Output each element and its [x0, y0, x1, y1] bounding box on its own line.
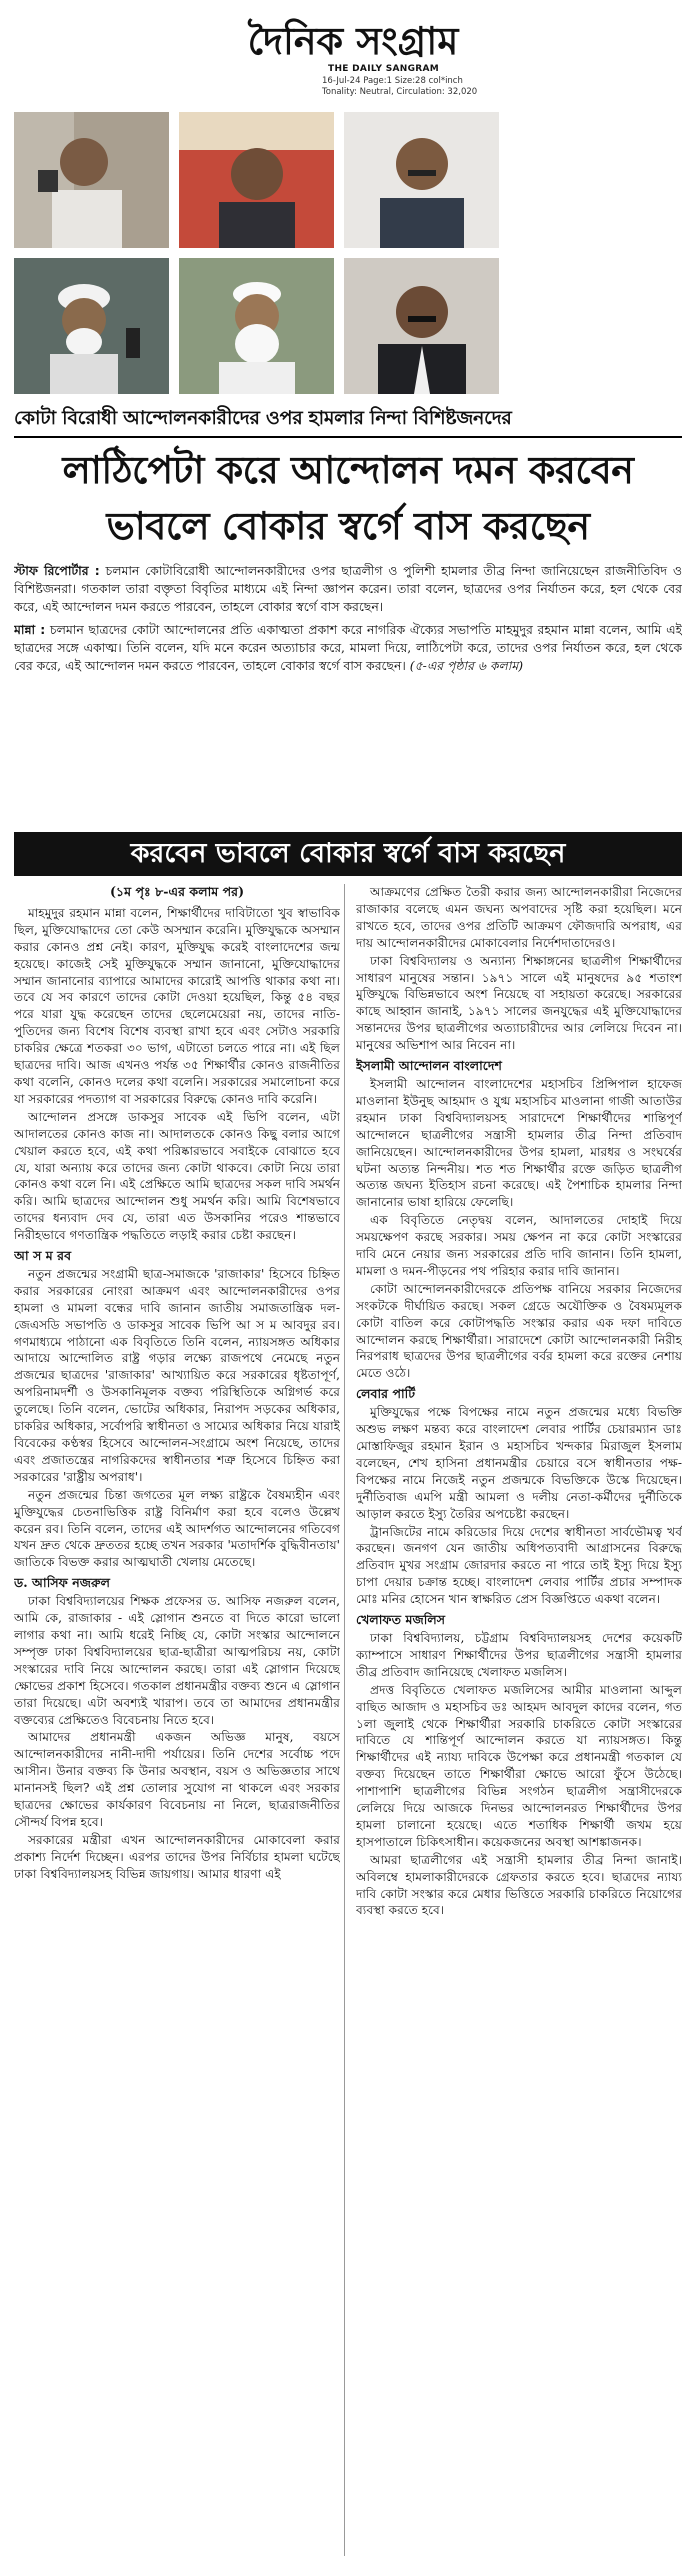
body-paragraph: প্রদত্ত বিবৃতিতে খেলাফত মজলিসের আমীর মাওলানা আব্দুল বাছিত আজাদ ও মহাসচিব ডঃ আহমদ আবদুল কাদের বলেন, গত ১লা জুলাই থেকে শিক্ষার্থীরা সরকারি চাকরিতে কোটা সংস্কারের দাবিতে যে শান্তিপূর্ণ আন্দোলন করতে যা ন্যায়সঙ্গত। কিন্তু শিক্ষার্থীদের এই ন্যায্য দাবিকে উপেক্ষা করে প্রধানমন্ত্রী গতকাল যে বক্তব্য দিয়েছেন তাতে শিক্ষার্থীরা ক্ষোভে আরো ফুঁসে উঠেছে। পাশাপাশি ছাত্রলীগের বিভিন্ন সংগঠন ছাত্রলীগ সন্ত্রাসীদেরকে লেলিয়ে দিয়ে আজকে দিনভর আন্দোলনরত শিক্ষার্থীদের উপর হামলা চালানো হয়েছে। এতে শতাধিক শিক্ষার্থী জখম হয়ে হাসপাতালে চিকিৎসাধীন। কয়েকজনের অবস্থা আশঙ্কাজনক।	[356, 1682, 682, 1849]
lead-paragraph-2: চলমান ছাত্রদের কোটা আন্দোলনের প্রতি একাত্মতা প্রকাশ করে নাগরিক ঐক্যের সভাপতি মাহমুদুর রহমান মান্না বলেন, আমি এই ছাত্রদের সঙ্গে একাত্ম। তিনি বলেন, যদি মনে করেন অত্যাচার করে, মামলা দিয়ে, লাঠিপেটা করে, তাদের ওপর নির্যাতন করে, হল থেকে বের করে, এই আন্দোলন দমন করতে পারবেন, তাহলে বোকার স্বর্গে বাস করছেন।	[14, 621, 682, 674]
portrait-photo-6	[344, 258, 499, 394]
portrait-photo-3	[344, 112, 499, 248]
tonality-line: Tonality: Neutral, Circulation: 32,020	[322, 87, 478, 97]
left-column	[14, 884, 340, 2556]
portrait-photo-5	[179, 258, 334, 394]
section-subheading: আ স ম রব	[14, 1248, 72, 1264]
body-paragraph: আমাদের প্রধানমন্ত্রী একজন অভিজ্ঞ মানুষ, বয়সে আন্দোলনকারীদের নানী-দাদী পর্যায়ের। তিনি দেশের সর্বোচ্চ পদে আসীন। উনার বক্তব্য কি উনার অবস্থান, বয়স ও অভিজ্ঞতার সাথে মানানসই ছিল? এই প্রশ্ন তোলার সুযোগ না থাকলে এবং সরকার ছাত্রদের ক্ষোভের কার্যকারণ বিবেচনায় না নিলে, ছাত্ররাজনীতির সৌন্দর্য বিপন্ন হবে।	[14, 1730, 340, 1829]
body-paragraph: ঢাকা বিশ্ববিদ্যালয়ের শিক্ষক প্রফেসর ড. আসিফ নজরুল বলেন, আমি কে, রাজাকার - এই স্লোগান শুনতে বা দিতে কারো ভালো লাগার কথা না। আমি ধরেই নিচ্ছি যে, কোটা সংস্কার আন্দোলনে সম্পৃক্ত ঢাকা বিশ্ববিদ্যালয়ের ছাত্র-ছাত্রীরা আত্মপরিচয় নয়, কোটা সংস্কারের দাবি নিয়ে আন্দোলন করছে। তারা এই স্লোগান দিয়েছে ক্ষোভের প্রকাশ হিসেবে। গতকাল প্রধানমন্ত্রীর বক্তব্য শুনে এ স্লোগান তারা দিয়েছে। এটা অবশ্যই খারাপ। তবে তা আমাদের প্রধানমন্ত্রীর বক্তব্যের প্রেক্ষিতেও বিবেচনায় নিতে হবে।	[14, 1594, 340, 1727]
body-paragraph: ঢাকা বিশ্ববিদ্যালয়, চট্টগ্রাম বিশ্ববিদ্যালয়সহ দেশের কয়েকটি ক্যাম্পাসে সাধারণ শিক্ষার্থীদের উপর ছাত্রলীগের সন্ত্রাসী হামলার তীব্র প্রতিবাদ জানিয়েছে খেলাফত মজলিস।	[356, 1630, 682, 1679]
english-name: THE DAILY SANGRAM	[328, 64, 440, 74]
body-paragraph: কোটা আন্দোলনকারীদেরকে প্রতিপক্ষ বানিয়ে সরকার নিজেদের সংকটকে দীর্ঘায়িত করছে। সকল গ্রেডে অযৌক্তিক ও বৈষম্যমূলক কোটা বাতিল করে কোটাপদ্ধতি সংস্কার করার এক দফা দাবিতে আন্দোলন করছে শিক্ষার্থীরা। সারাদেশে কোটা আন্দোলনকারী নিরীহ নিরপরাধ ছাত্রদের উপর ছাত্রলীগের বর্বর হামলা করে রক্তের নেশায় মেতে ওঠে।	[356, 1281, 682, 1381]
body-paragraph: মাহমুদুর রহমান মান্না বলেন, শিক্ষার্থীদের দাবিটাতো খুব স্বাভাবিক ছিল, মুক্তিযোদ্ধাদের তো কেউ অসম্মান করেনি। মুক্তিযুদ্ধকে অসম্মান করার কোনও প্রশ্ন নেই। কারণ, মুক্তিযুদ্ধ করেই বাংলাদেশের জন্ম হয়েছে। কাজেই সেই মুক্তিযুদ্ধকে সম্মান জানানো, মুক্তিযোদ্ধাদের সম্মান জানানোর ব্যাপারে আমাদের কারোই আপত্তি থাকার কথা না। তবে যে সব কারণে তাদের কোটা দেওয়া হয়েছিল, কিন্তু ৫৪ বছর পরে যারা যুদ্ধ করেছেন তাদের ছেলেমেয়েরা নয়, তাদের নাতি-পুতিদের জন্য বিশেষ বিশেষ ব্যবস্থা রাখা হবে এবং সেটাও সরকারি চাকরির ক্ষেত্রে শতকরা ৩০ ভাগ, এটাতো চলতে পারে না। এই ছিল ছাত্রদের দাবি। আজ এখনও পর্যন্ত ৩৫ শিক্ষার্থীর কোনও রাজনীতির কথা বলেনি, কোনও দলের কথা বলেনি। সরকারের সমালোচনা করে যা সরকারের পদত্যাগ বা সরকারের বিরুদ্ধে কোনও দাবি করেনি।	[14, 905, 340, 1106]
body-paragraph: নতুন প্রজন্মের সংগ্রামী ছাত্র-সমাজকে 'রাজাকার' হিসেবে চিহ্নিত করার সরকারের নোংরা আক্রমণ এবং আন্দোলনকারীদের ওপর হামলা ও মামলা বন্ধের দাবি জানান জাতীয় সমাজতান্ত্রিক দল-জেএসডি সভাপতি ও ডাকসুর সাবেক ভিপি আ স ম আবদুর রব। গণমাধ্যমে পাঠানো এক বিবৃতিতে তিনি বলেন, ন্যায়সঙ্গত অধিকার আদায়ে আন্দোলিত রাষ্ট্র গড়ার লক্ষ্যে রাজপথে নেমেছে নতুন প্রজন্মের ছাত্রদের 'রাজাকার' আখ্যায়িত করে সরকারের ধৃষ্টতাপূর্ণ, অপরিনামদর্শী ও উসকানিমূলক বক্তব্য পরিস্থিতিকে অগ্নিগর্ভ করে তুলেছে। তিনি বলেন, ভোটের অধিকার, নিরাপদ সড়কের অধিকার, চাকরির অধিকার, সর্বোপরি স্বাধীনতা ও সাম্যের অধিকার নিয়ে যারাই বিবেকের কণ্ঠস্বর হিসেবে আন্দোলন-সংগ্রামে অংশ নিয়েছে, তাদের এবং প্রজাতন্ত্রের নাগরিকদের স্বাধীনতার শত্রু হিসেবে চিহ্নিত করা সরকারের 'রাষ্ট্রীয় অপরাধ'।	[14, 1266, 340, 1484]
kicker-text: কোটা বিরোধী আন্দোলনকারীদের ওপর হামলার নিন্দা বিশিষ্টজনদের	[14, 407, 512, 429]
body-paragraph: আমরা ছাত্রলীগের এই সন্ত্রাসী হামলার তীব্র নিন্দা জানাই। অবিলম্বে হামলাকারীদেরকে গ্রেফতার করতে হবে। ছাত্রদের ন্যায্য দাবি কোটা সংস্কার করে মেধার ভিত্তিতে সরকারি চাকরিতে নিয়োগের ব্যবস্থা করতে হবে।	[356, 1852, 682, 1918]
section-subheading: ইসলামী আন্দোলন বাংলাদেশ	[356, 1058, 502, 1074]
person-photo-icon	[14, 258, 169, 394]
right-column	[356, 884, 682, 2556]
person-photo-icon	[344, 258, 499, 394]
lead-section	[14, 562, 682, 812]
main-headline	[14, 442, 682, 554]
body-paragraph: মুক্তিযুদ্ধের পক্ষে বিপক্ষের নামে নতুন প্রজন্মের মধ্যে বিভক্তি অশুভ লক্ষণ মন্তব্য করে বাংলাদেশ লেবার পার্টির চেয়ারম্যান ডাঃ মোস্তাফিজুর রহমান ইরান ও মহাসচিব খন্দকার মিরাজুল ইসলাম বলেছেন, শেখ হাসিনা প্রধানমন্ত্রীর চেয়ারে বসে স্বাধীনতার পক্ষ-বিপক্ষের নামে নিজেই নতুন প্রজন্মকে বিভক্তিকে উস্কে দিয়েছেন। দুর্নীতিবাজ এমপি মন্ত্রী আমলা ও দলীয় নেতা-কর্মীদের দুর্নীতিকে আড়াল করতে ইস্যু তৈরির অপচেষ্টা করছেন।	[356, 1405, 682, 1521]
section-subheading: খেলাফত মজলিস	[356, 1612, 446, 1628]
clipping-meta	[322, 76, 477, 98]
body-paragraph: এক বিবৃতিতে নেতৃদ্বয় বলেন, আদালতের দোহাই দিয়ে সময়ক্ষেপণ করছে সরকার। সময় ক্ষেপন না করে কোটা সংস্কারের দাবি মেনে নেয়ার জন্য সরকারের প্রতি দাবি জানান। তিনি হামলা, মামলা ও দমন-পীড়নের পথ পরিহার করার দাবি জানান।	[356, 1213, 682, 1278]
newspaper-logo	[238, 12, 468, 64]
article-columns	[14, 884, 682, 2556]
edition-line: 16-Jul-24 Page:1 Size:28 col*inch	[322, 76, 463, 86]
body-paragraph: আক্রমণের প্রেক্ষিত তৈরী করার জন্য আন্দোলনকারীরা নিজেদের রাজাকার বলেছে এমন জঘন্য অপবাদের সৃষ্টি করা হয়েছিল। মনে রাখতে হবে, তাদের ওপর প্রতিটি আক্রমণ ফৌজদারি অপরাধ, এর দায় আন্দোলনকারীদের মোকাবেলার নির্দেশদাতাদেরও।	[356, 885, 682, 950]
person-photo-icon	[344, 112, 499, 248]
body-paragraph: নতুন প্রজন্মের চিন্তা জগতের মূল লক্ষ্য রাষ্ট্রকে বৈষম্যহীন এবং মুক্তিযুদ্ধের চেতনাভিত্তিক রাষ্ট্র বিনির্মাণ করা হবে বলেও উল্লেখ করেন রব। তিনি বলেন, তাদের এই আদর্শগত আন্দোলনের গতিবেগ যখন দ্রুত থেকে দ্রুততর হচ্ছে তখন সরকার 'মতাদর্শিক বুদ্ধিবীনতায়' জাতিকে বিভক্ত করার আত্মঘাতী খেলায় মেতেছে।	[14, 1487, 340, 1570]
photo-grid	[14, 112, 500, 394]
portrait-photo-4	[14, 258, 169, 394]
jump-reference: (৫-এর পৃষ্ঠার ৬ কলাম)	[409, 658, 524, 674]
lead-paragraph-1: চলমান কোটাবিরোধী আন্দোলনকারীদের ওপর ছাত্রলীগ ও পুলিশী হামলার তীব্র নিন্দা জানিয়েছেন রাজনীতিবিদ ও বিশিষ্টজনরা। গতকাল তারা বক্তৃতা বিবৃতির মাধ্যমে এই নিন্দা জ্ঞাপন করেন। তারা বলেন, ছাত্রদের ওপর নির্যাতন করে, হল থেকে বের করে, এই আন্দোলন দমন করতে পারবেন, তাহলে বোকার স্বর্গে বাস করছেন।	[14, 563, 682, 615]
section-subheading: ড. আসিফ নজরুল	[14, 1575, 111, 1591]
body-paragraph: ইসলামী আন্দোলন বাংলাদেশের মহাসচিব প্রিন্সিপাল হাফেজ মাওলানা ইউনুছ আহমাদ ও যুগ্ম মহাসচিব মাওলানা গাজী আতাউর রহমান ঢাকা বিশ্ববিদ্যালয়সহ সারাদেশে শিক্ষার্থীদের শান্তিপূর্ণ আন্দোলনে ছাত্রলীগের সন্ত্রাসী হামলার তীব্র নিন্দা প্রতিবাদ জানিয়েছেন। আন্দোলনকারীদের উপর হামলা, মারধর ও সংঘর্ষের ঘটনা অত্যন্ত নিন্দনীয়। শত শত শিক্ষার্থীর রক্তে জড়িত ছাত্রলীগ অত্যন্ত জঘন্য ইতিহাস রচনা করেছে। এই পৈশাচিক হামলার নিন্দা জানানোর ভাষা হারিয়ে ফেলেছি।	[356, 1076, 682, 1210]
person-photo-icon	[14, 112, 169, 248]
logo-wordmark-icon	[238, 12, 468, 64]
headline-line-1: লাঠিপেটা করে আন্দোলন দমন করবেন	[62, 447, 634, 492]
body-paragraph: সরকারের মন্ত্রীরা এখন আন্দোলনকারীদের মোকাবেলা করার প্রকাশ্য নির্দেশ দিচ্ছেন। এরপর তাদের উপর নির্বিচার হামলা ঘটেছে ঢাকা বিশ্ববিদ্যালয়সহ বিভিন্ন জায়গায়। আমার ধারণা এই	[14, 1832, 340, 1881]
continuation-banner: করবেন ভাবলে বোকার স্বর্গে বাস করছেন	[14, 832, 682, 876]
lead-subsection	[14, 621, 682, 676]
body-paragraph: ঢাকা বিশ্ববিদ্যালয় ও অন্যান্য শিক্ষাঙ্গনের ছাত্রলীগ শিক্ষার্থীদের সাধারণ মানুষের সন্তান। ১৯৭১ সালে এই মানুষদের ৯৫ শতাংশ মুক্তিযুদ্ধে বিভিন্নভাবে অংশ নিয়েছে বা সহায়তা করেছে। সরকারের কাছে আহ্বান জানাই, ১৯৭১ সালের জনযুদ্ধের এই মুক্তিযোদ্ধাদের সন্তানদের উপর ছাত্রলীগের অত্যাচারীদের আর লেলিয়ে দিবেন না। মানুষের অভিশাপ আর নিবেন না।	[356, 953, 682, 1053]
kicker-headline	[14, 404, 682, 438]
masthead	[0, 0, 698, 112]
headline-line-2: ভাবলে বোকার স্বর্গে বাস করছেন	[106, 503, 590, 548]
portrait-photo-2	[179, 112, 334, 248]
portrait-photo-1	[14, 112, 169, 248]
lead-subheading: মান্না :	[14, 621, 46, 637]
person-photo-icon	[179, 112, 334, 248]
continued-from: (১ম পৃঃ ৮-এর কলাম পর)	[109, 884, 245, 899]
section-subheading: লেবার পার্টি	[356, 1386, 416, 1402]
byline: স্টাফ রিপোর্টার :	[14, 563, 100, 578]
svg-text:দৈনিক সংগ্রাম: দৈনিক সংগ্রাম	[247, 18, 459, 63]
column-divider	[344, 884, 345, 2556]
body-paragraph: আন্দোলন প্রসঙ্গে ডাকসুর সাবেক এই ভিপি বলেন, এটা আদালতের কোনও কাজ না। আদালতকে কোনও কিছু বলার আগে খেয়াল করতে হবে, এই কথা পরিষ্কারভাবে সবাইকে বোঝাতে হবে যে, যারা অন্যায় করে তাদের জন্য কোটা থাকবে। কোটা নিয়ে তারা কোনও কথা বলে নি। এই প্রেক্ষিতে আমি ছাত্রদের সকল দাবি সমর্থন করি। আমি ছাত্রদের আন্দোলন শুধু সমর্থন করি। আমি বিশেষভাবে তাদের ধন্যবাদ দেব যে, তারা এত উসকানির পরেও শান্তভাবে নিরীহভাবে গণতান্ত্রিক পদ্ধতিতে লড়াই করার চেষ্টা করছেন।	[14, 1109, 340, 1243]
person-photo-icon	[179, 258, 334, 394]
body-paragraph: ট্রানজিটের নামে করিডোর দিয়ে দেশের স্বাধীনতা সার্বভৌমত্ব খর্ব করছেন। জনগণ যেন জাতীয় অধিপত্যবাদী আগ্রাসনের বিরুদ্ধে প্রতিবাদ মুখর সংগ্রাম জোরদার করতে না পারে তাই ইস্যু দিয়ে ইস্যু চাপা দেয়ার চক্রান্ত হচ্ছে। বাংলাদেশ লেবার পার্টির প্রচার সম্পাদক মোঃ মনির হোসেন খান স্বাক্ষরিত প্রেস বিজ্ঞপ্তিতে একথা বলেন।	[356, 1524, 682, 1607]
